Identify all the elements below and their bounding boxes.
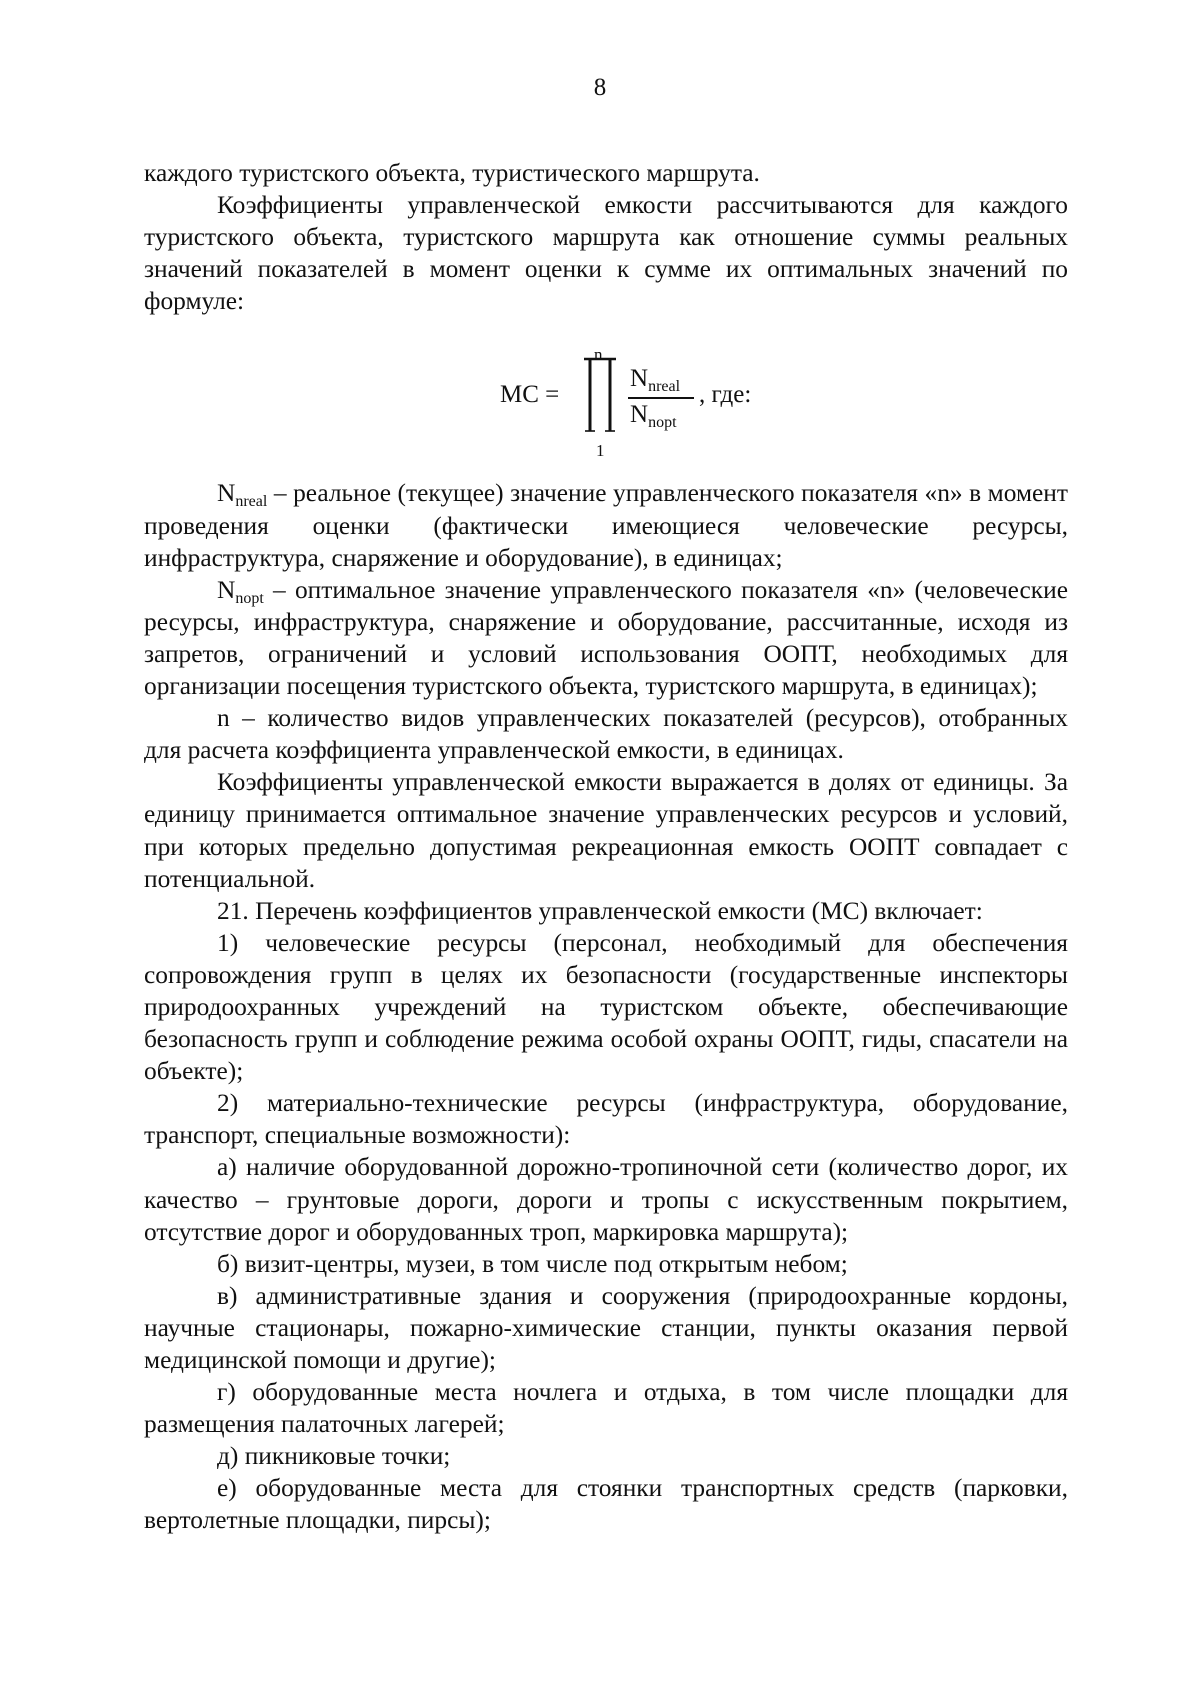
denominator-symbol: N [630,401,649,429]
formula-numerator [630,363,680,395]
list-item-v: в) административные здания и сооружения (природоохранные кордоны, научные стационары, пожарно-химические станции, пункты оказания первой медицинской помощи и другие); [144,1281,1068,1374]
list-item-e: е) оборудованные места для стоянки транспортных средств (парковки, вертолетные площадки, пирсы); [144,1474,1068,1535]
list-item-g: г) оборудованные места ночлега и отдыха, в том числе площадки для размещения палаточных лагерей; [144,1378,1068,1439]
list-item-1: 1) человеческие ресурсы (персонал, необходимый для обеспечения сопровождения групп в целях их безопасности (государственные инспекторы природоохранных учреждений на туристском объекте, обеспечивающие безопасность групп и соблюдение режима особой охраны ООПТ, гиды, спасатели на объекте); [144,928,1068,1086]
nopt-subscript: nopt [235,589,264,607]
numerator-symbol: N [630,365,649,393]
nopt-text: – оптимальное значение управленческого показателя «n» (человеческие ресурсы, инфраструктура, снаряжение и оборудование, рассчитанные, исходя из запретов, ограничений и условий использования ООПТ, необходимых для организации посещения туристского объекта, туристского маршрута, в единицах); [144,575,1068,701]
formula-mc [144,317,1068,477]
list-item-b: б) визит-центры, музеи, в том числе под открытым небом; [217,1249,848,1278]
list-item-a: а) наличие оборудованной дорожно-тропиночной сети (количество дорог, их качество – грунтовые дороги, дороги и тропы с искусственным покрытием, отсутствие дорог и оборудованных троп, маркировка маршрута); [144,1153,1068,1246]
formula-denominator [630,399,677,431]
paragraph-coefficients: Коэффициенты управленческой емкости рассчитываются для каждого туристского объекта, туристского маршрута как отношение суммы реальных значений показателей в момент оценки к сумме их оптимальных значений по формуле: [144,191,1068,316]
numerator-subscript: nreal [648,378,681,396]
definition-n: n – количество видов управленческих показателей (ресурсов), отобранных для расчета коэффициента управленческой емкости, в единицах. [144,704,1068,765]
formula-lhs: MC = [500,381,560,409]
list-item-2: 2) материально-технические ресурсы (инфраструктура, оборудование, транспорт, специальные возможности): [144,1089,1068,1150]
paragraph-intro: каждого туристского объекта, туристического маршрута. [144,159,760,187]
list-item-d: д) пикниковые точки; [217,1442,451,1471]
definition-nopt [144,574,1068,702]
nreal-symbol: N [217,479,236,508]
product-sign-icon [584,357,616,433]
nopt-symbol: N [217,575,236,604]
page-number: 8 [593,74,607,101]
paragraph-unit: Коэффициенты управленческой емкости выражается в долях от единицы. За единицу принимается оптимальное значение управленческих ресурсов и условий, при которых предельно допустимая рекреационная емкость ООПТ совпадает с потенциальной. [144,768,1068,893]
product-lower-limit: 1 [596,441,605,461]
nreal-subscript: nreal [235,493,268,511]
definition-nreal [144,477,1068,573]
paragraph-21: 21. Перечень коэффициентов управленческой емкости (МС) включает: [217,896,983,925]
product-upper-limit: n [594,345,603,365]
nreal-text: – реальное (текущее) значение управленческого показателя «n» в момент проведения оценки (фактически имеющиеся человеческие ресурсы, инфраструктура, снаряжение и оборудование), в единицах; [144,479,1068,572]
denominator-subscript: nopt [648,414,677,432]
document-body [144,157,1068,1537]
formula-tail: , где: [699,381,752,409]
